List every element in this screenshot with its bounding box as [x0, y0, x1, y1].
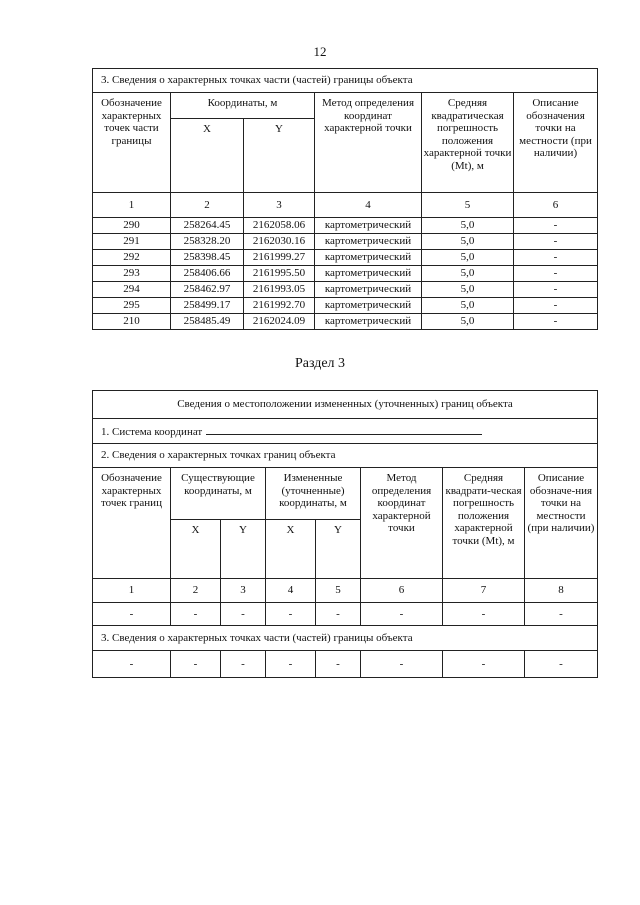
header-changed-coordinates: Измененные (уточненные) координаты, м [266, 468, 361, 520]
mean-error: 5,0 [422, 282, 514, 298]
header-description: Описание обозначе-ния точки на местности (при наличии) [525, 468, 598, 579]
header-point-designation: Обозначение характерных точек части границы [93, 93, 171, 193]
col-number: 3 [221, 579, 266, 603]
point-id: 210 [93, 314, 171, 330]
method: картометрический [315, 234, 422, 250]
table-row [93, 282, 598, 298]
point-id: 293 [93, 266, 171, 282]
description: - [514, 266, 598, 282]
table-characteristic-points [92, 68, 598, 330]
point-id: 294 [93, 282, 171, 298]
mean-error: 5,0 [422, 314, 514, 330]
coord-x: 258328.20 [171, 234, 244, 250]
coord-y: 2162058.06 [244, 218, 315, 234]
cell-dash: - [361, 603, 443, 626]
header-description: Описание обозначения точки на местности (при наличии) [514, 93, 598, 193]
cell-dash: - [443, 603, 525, 626]
col-number: 4 [266, 579, 316, 603]
mean-error: 5,0 [422, 298, 514, 314]
method: картометрический [315, 314, 422, 330]
coord-y: 2162024.09 [244, 314, 315, 330]
cell-dash: - [221, 651, 266, 678]
coord-x: 258462.97 [171, 282, 244, 298]
point-id: 292 [93, 250, 171, 266]
header-changed-x: X [266, 520, 316, 579]
description: - [514, 250, 598, 266]
cell-dash: - [525, 603, 598, 626]
cell-dash: - [525, 651, 598, 678]
coord-x: 258264.45 [171, 218, 244, 234]
header-coordinates: Координаты, м [171, 93, 315, 119]
mean-error: 5,0 [422, 234, 514, 250]
point-id: 290 [93, 218, 171, 234]
mean-error: 5,0 [422, 218, 514, 234]
table-row [93, 218, 598, 234]
header-mean-error: Средняя квадратическая погрешность положения характерной точки (Mt), м [422, 93, 514, 193]
table-row [93, 298, 598, 314]
point-id: 291 [93, 234, 171, 250]
col-number: 4 [315, 193, 422, 218]
description: - [514, 234, 598, 250]
table-changed-boundaries [92, 390, 598, 678]
table1-title: 3. Сведения о характерных точках части (частей) границы объекта [93, 69, 598, 93]
col-number: 8 [525, 579, 598, 603]
col-number: 5 [422, 193, 514, 218]
description: - [514, 298, 598, 314]
method: картометрический [315, 218, 422, 234]
col-number: 1 [93, 579, 171, 603]
cell-dash: - [171, 603, 221, 626]
method: картометрический [315, 266, 422, 282]
table-row [93, 234, 598, 250]
coord-x: 258406.66 [171, 266, 244, 282]
cell-dash: - [93, 603, 171, 626]
method: картометрический [315, 298, 422, 314]
header-x: X [171, 119, 244, 193]
header-method: Метод определения координат характерной точки [361, 468, 443, 579]
coordinate-system-row [93, 419, 598, 444]
col-number: 2 [171, 193, 244, 218]
coord-y: 2162030.16 [244, 234, 315, 250]
col-number: 6 [361, 579, 443, 603]
table2-subtitle-part-points: 3. Сведения о характерных точках части (частей) границы объекта [93, 626, 598, 651]
col-number: 1 [93, 193, 171, 218]
col-number: 2 [171, 579, 221, 603]
section-title: Раздел 3 [294, 356, 346, 371]
cell-dash: - [361, 651, 443, 678]
coordinate-system-blank-line [206, 423, 482, 435]
table-row [93, 314, 598, 330]
header-mean-error: Средняя квадрати-ческая погрешность положения характерной точки (Mt), м [443, 468, 525, 579]
cell-dash: - [266, 603, 316, 626]
cell-dash: - [316, 603, 361, 626]
coord-y: 2161995.50 [244, 266, 315, 282]
header-point-designation: Обозначение характерных точек границ [93, 468, 171, 579]
col-number: 3 [244, 193, 315, 218]
header-y: Y [244, 119, 315, 193]
coord-x: 258499.17 [171, 298, 244, 314]
table-row [93, 250, 598, 266]
cell-dash: - [171, 651, 221, 678]
cell-dash: - [93, 651, 171, 678]
page-number: 12 [313, 44, 327, 59]
col-number: 6 [514, 193, 598, 218]
method: картометрический [315, 282, 422, 298]
description: - [514, 282, 598, 298]
header-existing-coordinates: Существующие координаты, м [171, 468, 266, 520]
col-number: 5 [316, 579, 361, 603]
mean-error: 5,0 [422, 266, 514, 282]
table-row [93, 651, 598, 678]
table-row [93, 603, 598, 626]
mean-error: 5,0 [422, 250, 514, 266]
table-row [93, 266, 598, 282]
coord-x: 258398.45 [171, 250, 244, 266]
cell-dash: - [266, 651, 316, 678]
header-existing-x: X [171, 520, 221, 579]
description: - [514, 314, 598, 330]
method: картометрический [315, 250, 422, 266]
table2-subtitle-points: 2. Сведения о характерных точках границ объекта [93, 444, 598, 468]
coord-y: 2161993.05 [244, 282, 315, 298]
coordinate-system-label: 1. Система координат [101, 426, 203, 439]
cell-dash: - [443, 651, 525, 678]
coord-x: 258485.49 [171, 314, 244, 330]
header-changed-y: Y [316, 520, 361, 579]
cell-dash: - [316, 651, 361, 678]
table2-title: Сведения о местоположении измененных (уточненных) границ объекта [93, 391, 598, 419]
col-number: 7 [443, 579, 525, 603]
description: - [514, 218, 598, 234]
cell-dash: - [221, 603, 266, 626]
coord-y: 2161999.27 [244, 250, 315, 266]
header-method: Метод определения координат характерной точки [315, 93, 422, 193]
header-existing-y: Y [221, 520, 266, 579]
point-id: 295 [93, 298, 171, 314]
coord-y: 2161992.70 [244, 298, 315, 314]
